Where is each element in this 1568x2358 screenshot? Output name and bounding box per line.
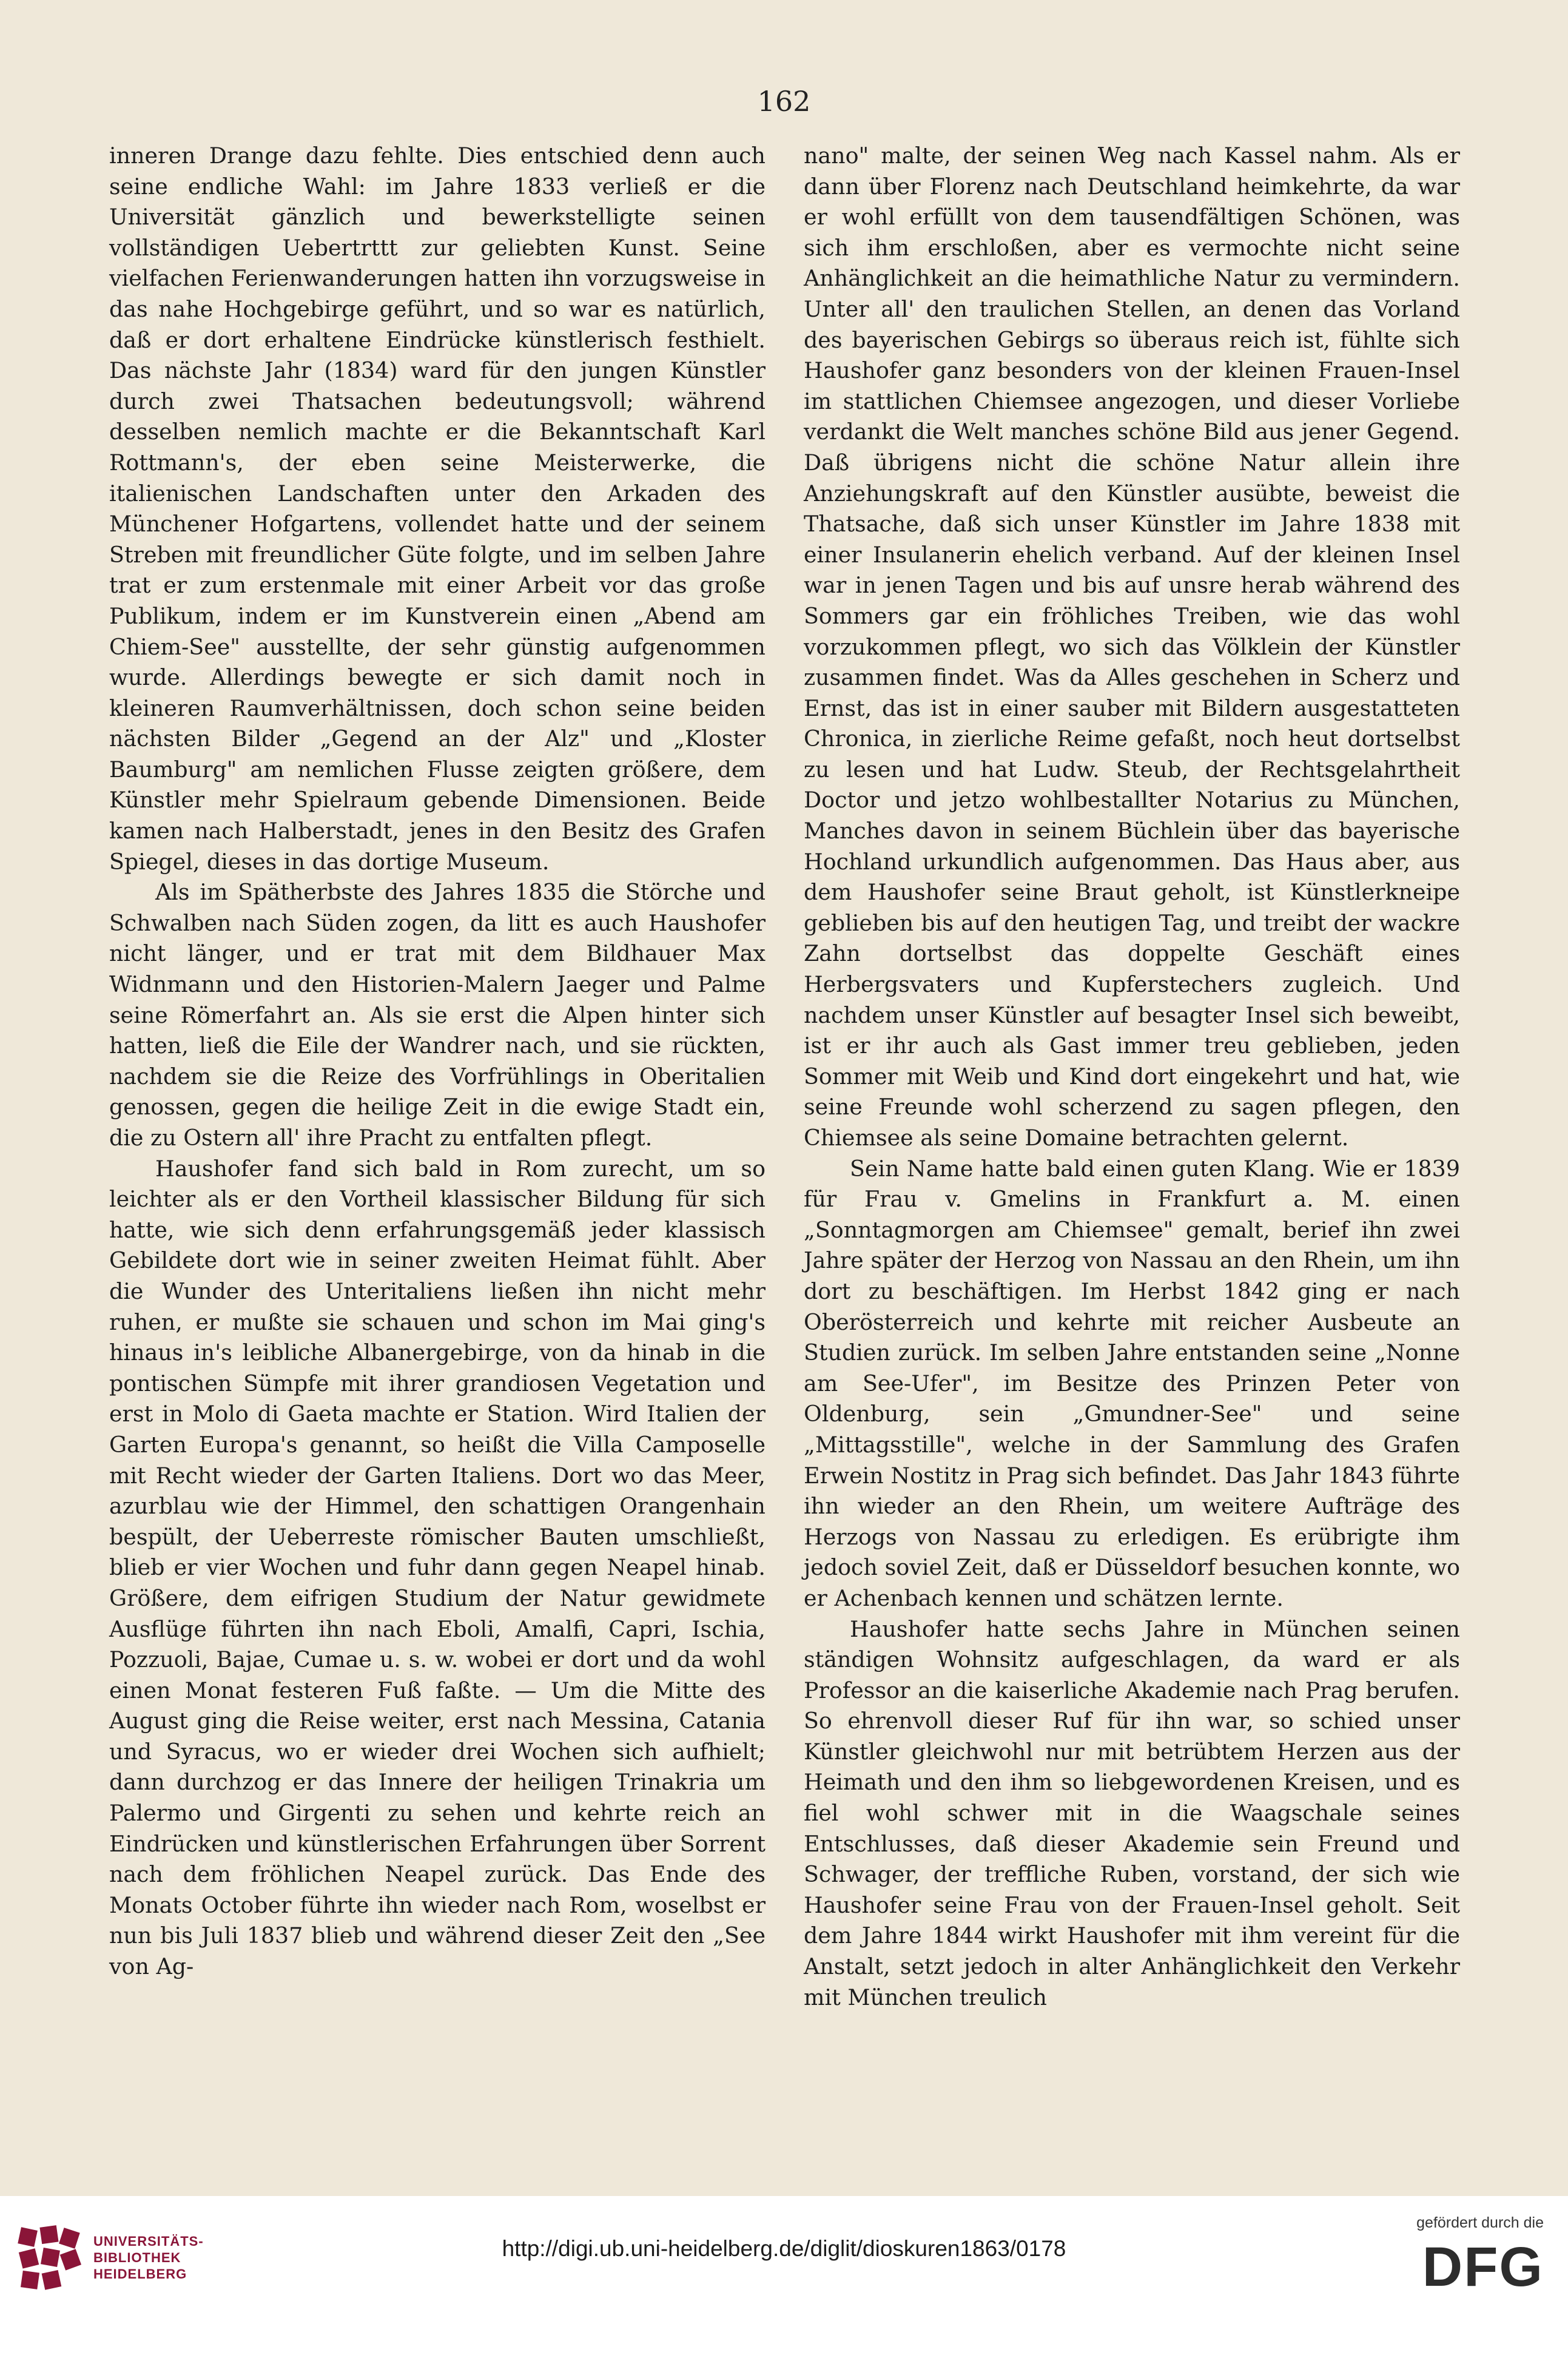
- paragraph: Als im Spätherbste des Jahres 1835 die Störche und Schwalben nach Süden zogen, da litt es auch Haushofer nicht länger, und er trat mit dem Bildhauer Max Widnmann und den Historien-Malern Jaeger und Palme seine Römerfahrt an. Als sie erst die Alpen hinter sich hatten, ließ die Eile der Wandrer nach, und sie rückten, nachdem sie die Reize des Vorfrühlings in Oberitalien genossen, gegen die heilige Zeit in die ewige Stadt ein, die zu Ostern all' ihre Pracht zu entfalten pflegt.: [109, 879, 765, 1151]
- paragraph: Haushofer fand sich bald in Rom zurecht, um so leichter als er den Vortheil klassischer Bildung für sich hatte, wie sich denn erfahrungsgemäß jeder klassisch Gebildete dort wie in seiner zweiten Heimat fühlt. Aber die Wunder des Unteritaliens ließen ihn nicht mehr ruhen, er mußte sie schauen und schon im Mai ging's hinaus in's leibliche Albanergebirge, von da hinab in die pontischen Sümpfe mit ihrer grandiosen Vegetation und erst in Molo di Gaeta machte er Station. Wird Italien der Garten Europa's genannt, so heißt die Villa Camposelle mit Recht wieder der Garten Italiens. Dort wo das Meer, azurblau wie der Himmel, den schattigen Orangenhain bespült, der Ueberreste römischer Bauten umschließt, blieb er vier Wochen und fuhr dann gegen Neapel hinab. Größere, dem eifrigen Studium der Natur gewidmete Ausflüge führten ihn nach Eboli, Amalfi, Capri, Ischia, Pozzuoli, Bajae, Cumae u. s. w. wobei er dort und da wohl einen Monat festeren Fuß faßte. — Um die Mitte des August ging die Reise weiter, erst nach Messina, Catania und Syracus, wo er wieder drei Wochen sich aufhielt; dann durchzog er das Innere der heiligen Trinakria um Palermo und Girgenti zu sehen und kehrte reich an Eindrücken und künstlerischen Erfahrungen über Sorrent nach dem fröhlichen Neapel zurück. Das Ende des Monats October führte ihn wieder nach Rom, woselbst er nun bis Juli 1837 blieb und während dieser Zeit den „See von Ag-: [109, 1155, 765, 1980]
- dfg-logo[interactable]: DFG: [1422, 2236, 1544, 2298]
- paragraph: Sein Name hatte bald einen guten Klang. Wie er 1839 für Frau v. Gmelins in Frankfurt a. M. einen „Sonntagmorgen am Chiemsee" gemalt, berief ihn zwei Jahre später der Herzog von Nassau an den Rhein, um ihn dort zu beschäftigen. Im Herbst 1842 ging er nach Oberösterreich und kehrte mit reicher Ausbeute an Studien zurück. Im selben Jahre entstanden seine „Nonne am See-Ufer", im Besitze des Prinzen Peter von Oldenburg, sein „Gmundner-See" und seine „Mittagsstille", welche in der Sammlung des Grafen Erwein Nostitz in Prag sich befindet. Das Jahr 1843 führte ihn wieder an den Rhein, um weitere Aufträge des Herzogs von Nassau zu erledigen. Es erübrigte ihm jedoch soviel Zeit, daß er Düsseldorf besuchen konnte, wo er Achenbach kennen und schätzen lernte.: [804, 1155, 1460, 1611]
- page-number: 162: [757, 85, 811, 118]
- footer-bar: [0, 2196, 1568, 2358]
- source-url-link[interactable]: http://digi.ub.uni-heidelberg.de/diglit/dioskuren1863/0178: [502, 2236, 1066, 2261]
- funder-block: [1416, 2214, 1544, 2298]
- library-name-line: HEIDELBERG: [93, 2266, 187, 2282]
- paragraph: nano" malte, der seinen Weg nach Kassel nahm. Als er dann über Florenz nach Deutschland heimkehrte, da war er wohl erfüllt von dem tausendfältigen Schönen, was sich ihm erschloßen, aber es vermochte nicht seine Anhänglichkeit an die heimathliche Natur zu vermindern. Unter all' den traulichen Stellen, an denen das Vorland des bayerischen Gebirgs so überaus reich ist, fühlte sich Haushofer ganz besonders von der kleinen Frauen-Insel im stattlichen Chiemsee angezogen, und dieser Vorliebe verdankt die Welt manches schöne Bild aus jener Gegend. Daß übrigens nicht die schöne Natur allein ihre Anziehungskraft auf den Künstler ausübte, beweist die Thatsache, daß sich unser Künstler im Jahre 1838 mit einer Insulanerin ehelich verband. Auf der kleinen Insel war in jenen Tagen und bis auf unsre herab während des Sommers gar ein fröhliches Treiben, wie das wohl vorzukommen pflegt, wo sich das Völklein der Künstler zusammen findet. Was da Alles geschehen in Scherz und Ernst, das ist in einer sauber mit Bildern ausgestatteten Chronica, in zierliche Reime gefaßt, noch heut dortselbst zu lesen und hat Ludw. Steub, der Rechtsgelahrtheit Doctor und jetzo wohlbestallter Notarius zu München, Manches davon in seinem Büchlein über das bayerische Hochland urkundlich aufgenommen. Das Haus aber, aus dem Haushofer seine Braut geholt, ist Künstlerkneipe geblieben bis auf den heutigen Tag, und treibt der wackre Zahn dortselbst das doppelte Geschäft eines Herbergsvaters und Kupferstechers zugleich. Und nachdem unser Künstler auf besagter Insel sich beweibt, ist er ihr auch als Gast immer treu geblieben, jeden Sommer mit Weib und Kind dort eingekehrt und hat, wie seine Freunde wohl scherzend zu sagen pflegen, den Chiemsee als seine Domaine betrachten gelernt.: [804, 143, 1460, 1151]
- paragraph: Haushofer hatte sechs Jahre in München seinen ständigen Wohnsitz aufgeschlagen, da ward er als Professor an die kaiserliche Akademie nach Prag berufen. So ehrenvoll dieser Ruf für ihn war, so schied unser Künstler gleichwohl nur mit betrübtem Herzen aus der Heimath und den ihm so liebgewordenen Kreisen, und es fiel wohl schwer mit in die Waagschale seines Entschlusses, daß dieser Akademie sein Freund und Schwager, der treffliche Ruben, vorstand, der sich wie Haushofer seine Frau von der Frauen-Insel geholt. Seit dem Jahre 1844 wirkt Haushofer mit ihm vereint für die Anstalt, setzt jedoch in alter Anhänglichkeit den Verkehr mit München treulich: [804, 1615, 1460, 2010]
- library-name-line: UNIVERSITÄTS-: [93, 2233, 204, 2249]
- right-text-column: [804, 141, 1460, 2013]
- library-name-line: BIBLIOTHEK: [93, 2249, 181, 2265]
- funder-label: gefördert durch die: [1416, 2214, 1544, 2231]
- left-text-column: [109, 141, 765, 1982]
- paragraph: inneren Drange dazu fehlte. Dies entschied denn auch seine endliche Wahl: im Jahre 1833 verließ er die Universität gänzlich und bewerkstelligte seinen vollständigen Uebertrttt zur geliebten Kunst. Seine vielfachen Ferienwanderungen hatten ihn vorzugsweise in das nahe Hochgebirge geführt, und so war es natürlich, daß er dort erhaltene Eindrücke künstlerisch festhielt. Das nächste Jahr (1834) ward für den jungen Künstler durch zwei Thatsachen bedeutungsvoll; während desselben nemlich machte er die Bekanntschaft Karl Rottmann's, der eben seine Meisterwerke, die italienischen Landschaften unter den Arkaden des Münchener Hofgartens, vollendet hatte und der seinem Streben mit freundlicher Güte folgte, und im selben Jahre trat er zum erstenmale mit einer Arbeit vor das große Publikum, indem er im Kunstverein einen „Abend am Chiem-See" ausstellte, der sehr günstig aufgenommen wurde. Allerdings bewegte er sich damit noch in kleineren Raumverhältnissen, doch schon seine beiden nächsten Bilder „Gegend an der Alz" und „Kloster Baumburg" am nemlichen Flusse zeigten größere, dem Künstler mehr Spielraum gebende Dimensionen. Beide kamen nach Halberstadt, jenes in den Besitz des Grafen Spiegel, dieses in das dortige Museum.: [109, 143, 765, 875]
